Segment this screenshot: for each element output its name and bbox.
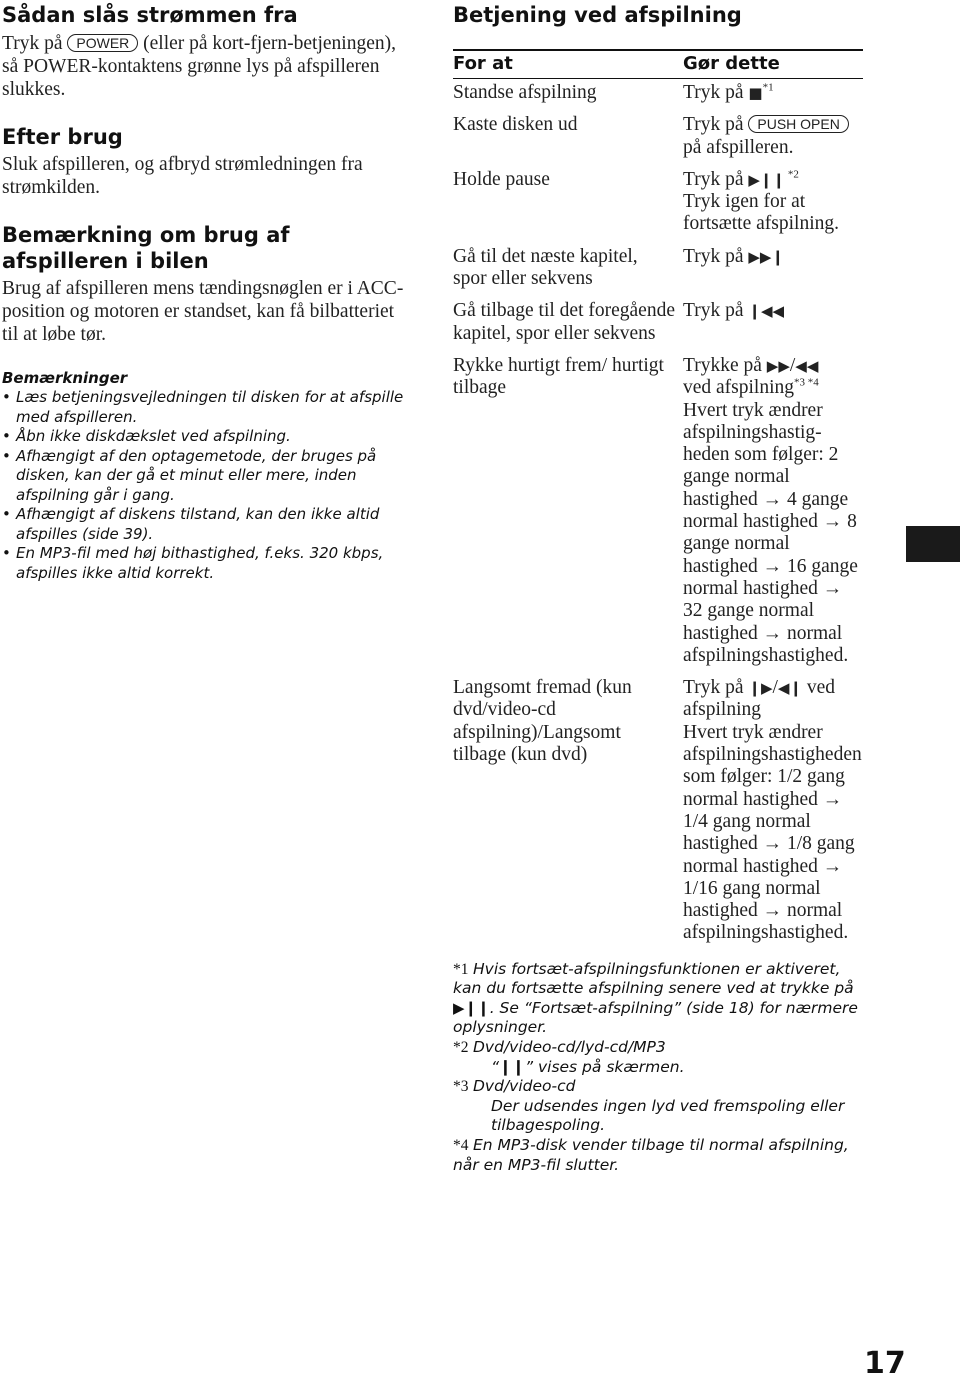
note-item: • Afhængigt af diskens tilstand, kan den ikke altid afspilles (side 39). — [2, 505, 412, 544]
playback-section-title: Betjening ved afspilning — [453, 3, 742, 27]
note-item: • En MP3-fil med høj bithastighed, f.eks. 320 kbps, afspilles ikke altid korrekt. — [2, 544, 412, 583]
row-instruction: Tryk på ▶▶❙ — [683, 245, 785, 267]
table-row — [453, 79, 863, 112]
footnotes — [453, 960, 863, 1176]
next-track-icon: ▶▶❙ — [748, 247, 785, 266]
row-instruction: Tryk på ■$^{*1}$ — [683, 81, 774, 103]
playback-operations-table — [453, 49, 863, 952]
row-action: Holde pause — [453, 168, 550, 190]
footnote-2: *2 Dvd/video-cd/lyd-cd/MP3 “❙❙” vises på skærmen. — [453, 1038, 685, 1076]
notes-list — [2, 388, 412, 583]
row-instruction: Tryk på ❙▶/◀❙ ved afspilning Hvert tryk ændrer afspilningshastigheden som følger: 1/2 gang normal hastighed → 1/4 gang normal hastighed → 1/8 gang normal hastighed → 1/16 gang normal hastighed → normal afspilningshastighed. — [683, 677, 862, 944]
section-title-power-off: Sådan slås strømmen fra — [2, 3, 298, 27]
table-row — [453, 166, 863, 243]
table-row — [453, 297, 863, 352]
previous-track-icon: ❙◀◀ — [748, 302, 785, 321]
table-row — [453, 352, 863, 674]
footnote-3: *3 Dvd/video-cd Der udsendes ingen lyd ved fremspoling eller tilbagespoling. — [453, 1077, 845, 1135]
note-item: • Åbn ikke diskdækslet ved afspilning. — [2, 427, 412, 447]
power-off-text: Tryk på POWER (eller på kort-fjern-betjeningen), så POWER-kontaktens grønne lys på afspilleren slukkes. — [2, 33, 396, 100]
play-pause-icon: ▶❙❙ — [453, 998, 490, 1017]
table-row — [453, 243, 863, 298]
row-action: Gå til det næste kapitel, spor eller sekvens — [453, 245, 638, 290]
push-open-key-label: PUSH OPEN — [748, 115, 848, 133]
table-row — [453, 674, 863, 952]
after-use-text: Sluk afspilleren, og afbryd strømledningen fra strømkilden. — [2, 154, 363, 198]
note-item: • Afhængigt af den optagemetode, der bruges på disken, kan der gå et minut eller mere, inden afspilning går i gang. — [2, 447, 412, 506]
slow-rewind-icon: ◀❙ — [777, 679, 803, 698]
note-item: • Læs betjeningsvejledningen til disken for at afspille med afspilleren. — [2, 388, 412, 427]
fast-rewind-icon: ◀◀ — [795, 356, 819, 375]
row-instruction: Tryk på PUSH OPEN på afspilleren. — [683, 111, 863, 166]
section-title-after-use: Efter brug — [2, 125, 123, 149]
row-action: Langsomt fremad (kun dvd/video-cd afspilning)/Langsomt tilbage (kun dvd) — [453, 677, 632, 766]
page-number: 17 — [864, 1346, 906, 1381]
power-key-label: POWER — [67, 34, 138, 52]
row-instruction: Tryk på ▶❙❙ $^{*2}$ Tryk igen for at fortsætte afspilning. — [683, 168, 839, 235]
row-action: Standse afspilning — [453, 82, 597, 103]
table-row — [453, 111, 863, 166]
chapter-tab-marker — [906, 526, 960, 562]
row-instruction: Trykke på ▶▶/◀◀ ved afspilning$^{*3 *4}$ Hvert tryk ændrer afspilningshastig-heden som følger: 2 gange normal hastighed → 4 gange normal hastighed → 8 gange normal hastighed → 16 gange normal hastighed → 32 gange normal hastighed → normal afspilningshastighed. — [683, 354, 858, 666]
left-column — [2, 2, 412, 583]
fast-forward-icon: ▶▶ — [766, 356, 790, 375]
car-note-text: Brug af afspilleren mens tændingsnøglen er i ACC-position og motoren er standset, kan få bilbatteriet til at løbe tør. — [2, 278, 404, 345]
row-instruction: Tryk på ❙◀◀ — [683, 300, 785, 322]
footnote-1: *1 Hvis fortsæt-afspilningsfunktionen er aktiveret, kan du fortsætte afspilning senere ved at trykke på ▶❙❙. Se “Fortsæt-afspilning” (side 18) for nærmere oplysninger. — [453, 959, 858, 1037]
stop-icon: ■ — [748, 84, 763, 102]
header-gor-dette: Gør dette — [683, 50, 863, 79]
row-action: Rykke hurtigt frem/ hurtigt tilbage — [453, 354, 664, 399]
play-pause-icon: ▶❙❙ — [748, 170, 786, 189]
notes-box — [2, 369, 412, 583]
notes-title: Bemærkninger — [2, 369, 128, 387]
section-title-car-note: Bemærkning om brug af afspilleren i bilen — [2, 223, 290, 273]
right-column — [453, 2, 863, 1175]
slow-forward-icon: ❙▶ — [748, 679, 773, 698]
header-for-at: For at — [453, 50, 683, 79]
table-header-row — [453, 50, 863, 79]
footnote-4: *4 En MP3-disk vender tilbage til normal afspilning, når en MP3-fil slutter. — [453, 1136, 849, 1174]
row-action: Gå tilbage til det foregående kapitel, spor eller sekvens — [453, 300, 675, 344]
row-action: Kaste disken ud — [453, 114, 578, 136]
